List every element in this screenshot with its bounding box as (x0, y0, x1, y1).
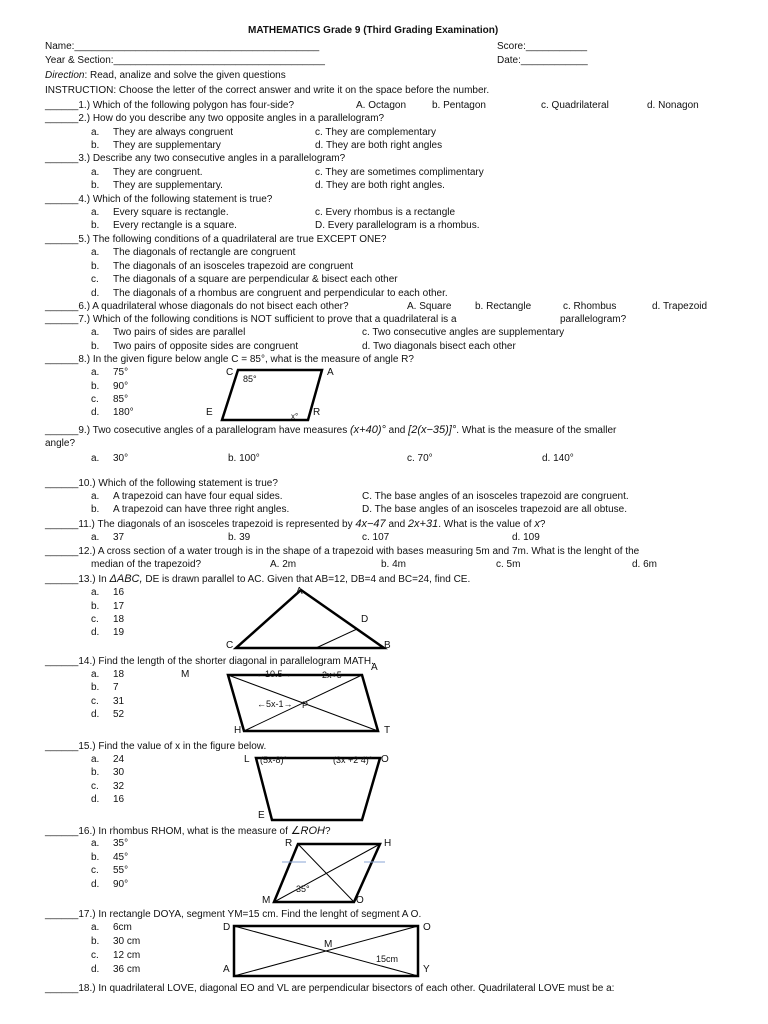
q9-option-b: b. 100° (228, 453, 260, 464)
q9-expr1: (x+40)° (350, 424, 386, 436)
q16-stem: ______16.) In rhombus RHOM, what is the measure of (45, 826, 288, 837)
q3-label-b: b. (91, 180, 100, 191)
q4-option-c: c. Every rhombus is a rectangle (315, 207, 456, 218)
q8-stem: ______8.) In the given figure below angle C = 85°, what is the measure of angle R? (45, 354, 414, 365)
q16-vertex-r: R (285, 838, 293, 849)
q15-label-c: c. (91, 781, 99, 792)
q13-point-d: D (361, 614, 369, 625)
page-title: MATHEMATICS Grade 9 (Third Grading Examination) (248, 25, 499, 36)
q5-option-c: The diagonals of a square are perpendicular & bisect each other (113, 274, 398, 285)
q14-top-segment-label: ←10.5→ (256, 669, 292, 679)
q13-tail: DE is drawn parallel to AC. Given that AB=12, DB=4 and BC=24, find CE. (145, 574, 471, 585)
q8-label-c: c. (91, 394, 99, 405)
direction-text: : Read, analize and solve the given questions (84, 70, 286, 81)
q16-vertex-o: O (356, 895, 364, 906)
q9-stem: ______9.) Two cosecutive angles of a parallelogram have measures (45, 425, 348, 436)
q12-option-a: A. 2m (270, 559, 297, 570)
q16-label-a: a. (91, 838, 100, 849)
q2-option-a: They are always congruent (113, 127, 234, 138)
q8-option-c: 85° (113, 394, 129, 405)
q15-vertex-l: L (244, 754, 250, 765)
q11-tail: . What is the value of (438, 519, 532, 530)
q16-vertex-h: H (384, 838, 392, 849)
instruction-text: INSTRUCTION: Choose the letter of the correct answer and write it on the space before the number. (45, 85, 490, 96)
q13-label-a: a. (91, 587, 100, 598)
q8-option-b: 90° (113, 381, 129, 392)
q14-option-d: 52 (113, 709, 125, 720)
q15-option-d: 16 (113, 794, 125, 805)
q5-stem: ______5.) The following conditions of a quadrilateral are true EXCEPT ONE? (45, 234, 387, 245)
q7-option-d: d. Two diagonals bisect each other (362, 341, 516, 352)
q17-point-m: M (324, 939, 333, 950)
q7-option-c: c. Two consecutive angles are supplementary (362, 327, 565, 338)
q14-vertex-m: M (181, 669, 190, 680)
q15-vertex-o: O (381, 754, 389, 765)
q5-label-b: b. (91, 261, 100, 272)
q2-option-b: They are supplementary (113, 140, 221, 151)
q15-vertex-e: E (258, 810, 265, 821)
q5-option-a: The diagonals of rectangle are congruent (113, 247, 296, 258)
year-section-field[interactable]: Year & Section:______________________________________ (45, 55, 325, 66)
q10-option-a: A trapezoid can have four equal sides. (113, 491, 283, 502)
q10-label-a: a. (91, 491, 100, 502)
q4-stem: ______4.) Which of the following statement is true? (45, 194, 273, 205)
q17-option-b: 30 cm (113, 936, 141, 947)
q6-option-b: b. Rectangle (475, 301, 532, 312)
q1-option-a: A. Octagon (356, 100, 407, 111)
q5-label-a: a. (91, 247, 100, 258)
q9-label-a: a. (91, 453, 100, 464)
q14-vertex-h: H (234, 725, 242, 736)
q13-option-a: 16 (113, 587, 125, 598)
q17-label-c: c. (91, 950, 99, 961)
q16-angle-label: 35° (296, 884, 310, 894)
q8-label-d: d. (91, 407, 100, 418)
q1-option-d: d. Nonagon (647, 100, 699, 111)
q17-option-c: 12 cm (113, 950, 141, 961)
q11-option-d: d. 109 (512, 532, 540, 543)
q13-option-b: 17 (113, 601, 125, 612)
score-field[interactable]: Score:___________ (497, 41, 588, 52)
q15-option-c: 32 (113, 781, 125, 792)
q14-label-b: b. (91, 682, 100, 693)
q16-label-b: b. (91, 852, 100, 863)
q8-label-a: a. (91, 367, 100, 378)
q7-option-b: Two pairs of opposite sides are congruent (113, 341, 299, 352)
q15-stem: ______15.) Find the value of x in the figure below. (45, 741, 267, 752)
q13-label-b: b. (91, 601, 100, 612)
q13-vertex-b: B (384, 640, 391, 651)
q11-label-a: a. (91, 532, 100, 543)
q6-option-d: d. Trapezoid (652, 301, 708, 312)
q14-option-b: 7 (113, 682, 119, 693)
q13-option-d: 19 (113, 627, 125, 638)
q3-option-d: d. They are both right angles. (315, 180, 445, 191)
q2-option-d: d. They are both right angles (315, 140, 443, 151)
q15-label-b: b. (91, 767, 100, 778)
q4-option-d: D. Every parallelogram is a rhombus. (315, 220, 480, 231)
q14-option-c: 31 (113, 696, 125, 707)
q7-option-a: Two pairs of sides are parallel (113, 327, 246, 338)
q12-option-b: b. 4m (381, 559, 407, 570)
q11-option-a: 37 (113, 532, 125, 543)
q8-vertex-a: A (327, 367, 334, 378)
q12-stem: ______12.) A cross section of a water trough is in the shape of a trapezoid with bases measuring 5m and 7m. What is the lenght of the (45, 546, 640, 557)
q11-option-c: c. 107 (362, 532, 390, 543)
q9-stem-wrap: angle? (45, 438, 76, 449)
q16-vertex-m: M (262, 895, 271, 906)
q10-label-b: b. (91, 504, 100, 515)
q17-vertex-y: Y (423, 964, 430, 975)
q17-vertex-a: A (223, 964, 230, 975)
q14-vertex-t: T (384, 725, 391, 736)
q9-expr2: [2(x−35)]° (408, 424, 457, 436)
q8-angle-c-label: 85° (243, 374, 257, 384)
q9-tail: . What is the measure of the smaller (456, 425, 617, 436)
q1-option-c: c. Quadrilateral (541, 100, 609, 111)
q16-option-c: 55° (113, 865, 129, 876)
q8-angle-r-label: x° (291, 412, 299, 421)
q5-option-d: The diagonals of a rhombus are congruent and perpendicular to each other. (113, 288, 448, 299)
q17-label-d: d. (91, 964, 100, 975)
q17-vertex-o: O (423, 922, 431, 933)
q8-option-d: 180° (113, 407, 134, 418)
q11-and: and (388, 519, 406, 530)
q4-option-a: Every square is rectangle. (113, 207, 229, 218)
q5-label-c: c. (91, 274, 99, 285)
q16-q: ? (325, 826, 331, 837)
q8-vertex-r: R (313, 407, 321, 418)
q18-stem: ______18.) In quadrilateral LOVE, diagonal EO and VL are perpendicular bisectors of each other. Quadrilateral LOVE must be a: (45, 983, 615, 994)
q8-option-a: 75° (113, 367, 129, 378)
q14-point-p: P (302, 700, 309, 710)
q13-label-d: d. (91, 627, 100, 638)
q6-stem: ______6.) A quadrilateral whose diagonals do not bisect each other? (45, 301, 349, 312)
q12-stem-2: median of the trapezoid? (91, 559, 202, 570)
q10-option-d: D. The base angles of an isosceles trapezoid are all obtuse. (362, 504, 627, 515)
q2-label-a: a. (91, 127, 100, 138)
q11-q: ? (539, 519, 546, 530)
q17-label-a: a. (91, 922, 100, 933)
q16-label-d: d. (91, 879, 100, 890)
q9-option-d: d. 140° (542, 453, 574, 464)
q11-var: x (534, 518, 540, 530)
date-field[interactable]: Date:____________ (497, 55, 588, 66)
q11-option-b: b. 39 (228, 532, 251, 543)
q15-angle-o-label: (3x +2 4)° (333, 755, 373, 765)
q17-vertex-d: D (223, 922, 231, 933)
q12-option-d: d. 6m (632, 559, 658, 570)
q5-option-b: The diagonals of an isosceles trapezoid are congruent (113, 261, 354, 272)
q13-label-c: c. (91, 614, 99, 625)
q14-label-d: d. (91, 709, 100, 720)
q13-option-c: 18 (113, 614, 125, 625)
q8-vertex-c: C (226, 367, 234, 378)
q14-middle-segment-label: ←5x-1→ (257, 699, 293, 709)
q8-vertex-e: E (206, 407, 213, 418)
q10-option-b: A trapezoid can have three right angles. (113, 504, 290, 515)
q9-and: and (388, 425, 406, 436)
q14-stem: ______14.) Find the length of the shorter diagonal in parallelogram MATH. (45, 656, 374, 667)
q4-label-a: a. (91, 207, 100, 218)
q14-diagonal-label: 2x+5 (322, 670, 342, 680)
q7-stem-end: parallelogram? (560, 314, 627, 325)
q16-label-c: c. (91, 865, 99, 876)
q3-option-a: They are congruent. (113, 167, 203, 178)
q13-triangle: ΔABC, (109, 573, 143, 585)
q11-stem: ______11.) The diagonals of an isosceles trapezoid is represented by (45, 519, 353, 530)
q6-option-c: c. Rhombus (563, 301, 617, 312)
q11-expr2: 2x+31 (407, 518, 439, 530)
q2-stem: ______2.) How do you describe any two opposite angles in a parallelogram? (45, 113, 385, 124)
q14-label-a: a. (91, 669, 100, 680)
q9-option-a: 30° (113, 453, 129, 464)
q13-vertex-c: C (226, 640, 234, 651)
q10-stem: ______10.) Which of the following statement is true? (45, 478, 278, 489)
q17-option-a: 6cm (113, 922, 132, 933)
q1-option-b: b. Pentagon (432, 100, 486, 111)
q6-option-a: A. Square (407, 301, 452, 312)
q16-option-b: 45° (113, 852, 129, 863)
direction-label: Direction (45, 70, 85, 81)
q13-vertex-a: A (296, 586, 303, 597)
q12-option-c: c. 5m (496, 559, 521, 570)
q3-label-a: a. (91, 167, 100, 178)
q5-label-d: d. (91, 288, 100, 299)
q8-label-b: b. (91, 381, 100, 392)
q11-expr1: 4x−47 (355, 518, 386, 530)
q16-option-d: 90° (113, 879, 129, 890)
q15-label-d: d. (91, 794, 100, 805)
q15-label-a: a. (91, 754, 100, 765)
q9-option-c: c. 70° (407, 453, 433, 464)
q14-label-c: c. (91, 696, 99, 707)
q14-option-a: 18 (113, 669, 125, 680)
q4-option-b: Every rectangle is a square. (113, 220, 237, 231)
q17-label-b: b. (91, 936, 100, 947)
q1-stem: ______1.) Which of the following polygon has four-side? (45, 100, 295, 111)
q4-label-b: b. (91, 220, 100, 231)
q2-label-b: b. (91, 140, 100, 151)
q17-option-d: 36 cm (113, 964, 141, 975)
q15-angle-l-label: (5x-8)° (260, 755, 288, 765)
q2-option-c: c. They are complementary (315, 127, 436, 138)
q7-stem: ______7.) Which of the following conditions is NOT sufficient to prove that a quadrilateral is a (45, 314, 457, 325)
q17-stem: ______17.) In rectangle DOYA, segment YM=15 cm. Find the lenght of segment A O. (45, 909, 422, 920)
q17-length-label: 15cm (376, 954, 399, 964)
q13-stem: ______13.) In (45, 574, 107, 585)
q14-vertex-a: A (371, 662, 378, 673)
name-field[interactable]: Name:____________________________________________ (45, 41, 320, 52)
q3-stem: ______3.) Describe any two consecutive angles in a parallelogram? (45, 153, 346, 164)
q7-label-b: b. (91, 341, 100, 352)
q15-option-b: 30 (113, 767, 125, 778)
q16-option-a: 35° (113, 838, 129, 849)
q15-option-a: 24 (113, 754, 125, 765)
q10-option-c: C. The base angles of an isosceles trapezoid are congruent. (362, 491, 629, 502)
q3-option-c: c. They are sometimes complimentary (315, 167, 484, 178)
q16-angle: ∠ROH (290, 825, 325, 837)
q7-label-a: a. (91, 327, 100, 338)
q3-option-b: They are supplementary. (113, 180, 223, 191)
